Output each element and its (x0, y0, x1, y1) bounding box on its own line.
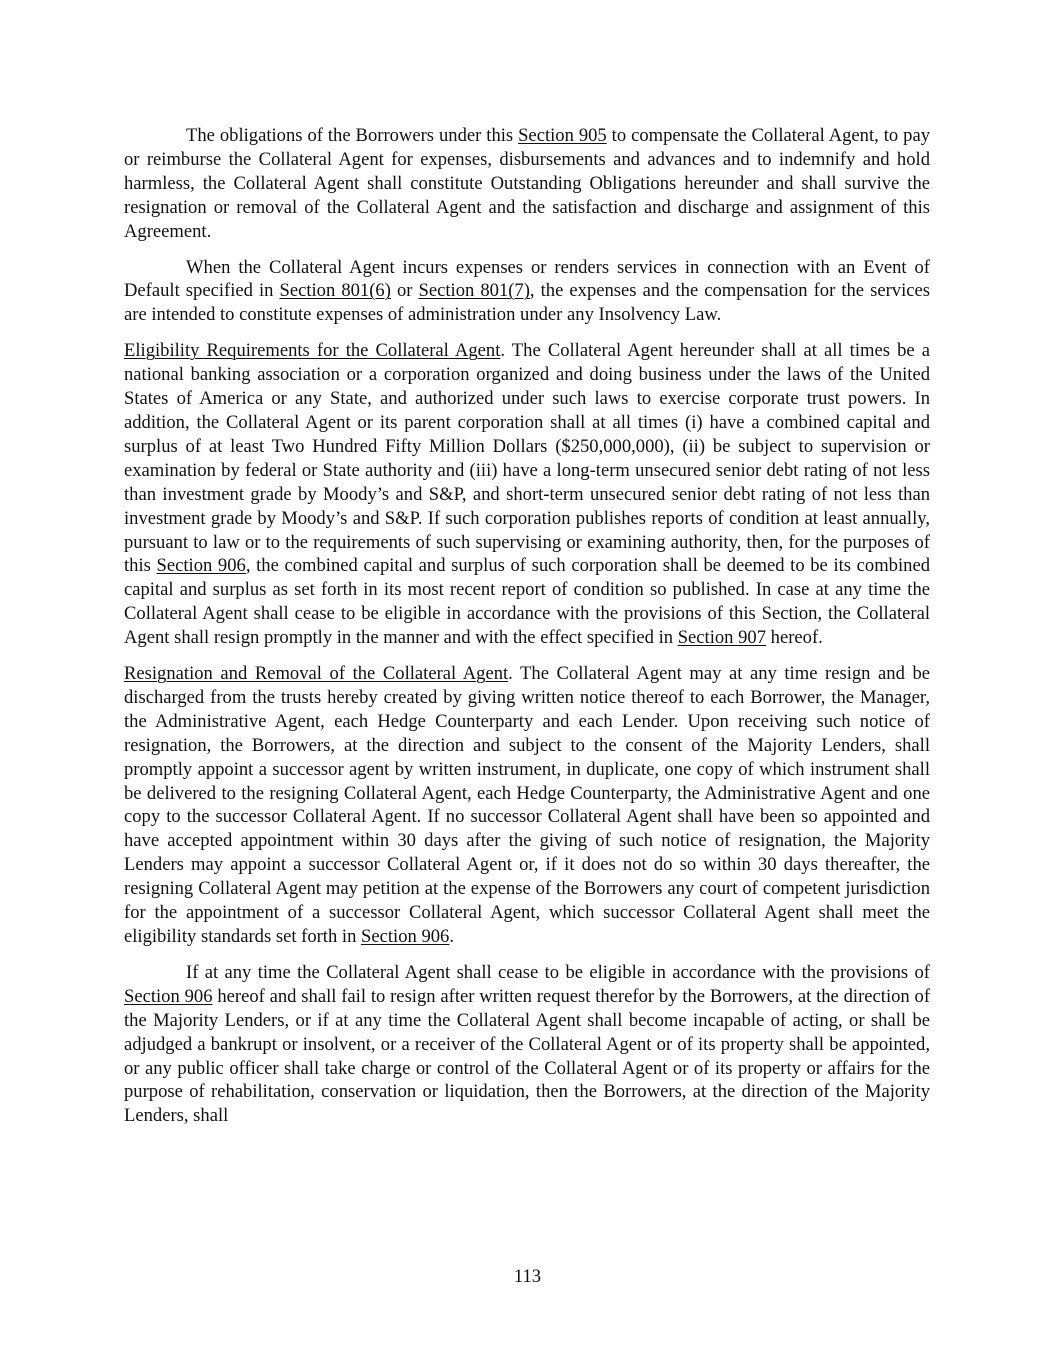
section-reference: Section 906 (156, 555, 246, 577)
paragraph-collateral-agent-obligations (124, 124, 930, 244)
section-reference: Section 905 (518, 125, 607, 146)
document-page (124, 124, 930, 1140)
paragraph-cease-to-be-eligible (124, 961, 930, 1128)
page-number: 113 (513, 1266, 542, 1287)
paragraph-eligibility-requirements (124, 339, 930, 650)
section-reference: Section 801(7) (418, 280, 530, 302)
section-reference: Section 907 (677, 627, 767, 649)
paragraph-text: . The Collateral Agent hereunder shall at all times be a national banking association or a corporation organized and doing business under the laws of the United States of America or any State, and authorized under such laws to exercise corporate trust powers. In addition, the Collateral Agent or its parent corporation shall at all times (i) have a combined capital and surplus of at least Two Hundred Fifty Million Dollars ($250,000,000), (ii) be subject to supervision or examination by federal or State authority and (iii) have a long-term unsecured senior debt rating of not less than investment grade by Moody’s and S&P, and short-term unsecured senior debt rating of not less than investment grade by Moody’s and S&P. If such corporation publishes reports of condition at least annually, pursuant to law or to the requirements of such supervising or examining authority, then, for the purposes of this (124, 340, 930, 577)
paragraph-text: , the combined capital and surplus of such corporation shall be deemed to be its combined capital and surplus as set forth in its most recent report of condition so published. In case at any time the Collateral Agent shall cease to be eligible in accordance with the provisions of this Section, the Collateral Agent shall resign promptly in the manner and with the effect specified in (124, 555, 930, 649)
paragraph-text: When the Collateral Agent incurs expenses or renders services in connection with an Event of Default specified in (124, 256, 930, 302)
paragraph-resignation-and-removal (124, 662, 930, 949)
paragraph-text: or (390, 280, 419, 302)
paragraph-text: hereof. (766, 627, 823, 649)
section-heading: Eligibility Requirements for the Collateral Agent (124, 340, 501, 362)
section-reference: Section 801(6) (279, 280, 391, 302)
section-reference: Section 906 (124, 985, 213, 1007)
paragraph-text: . (449, 926, 455, 947)
paragraph-text: If at any time the Collateral Agent shall cease to be eligible in accordance with the provisions of (186, 961, 930, 983)
paragraph-text: . The Collateral Agent may at any time resign and be discharged from the trusts hereby created by giving written notice thereof to each Borrower, the Manager, the Administrative Agent, each Hedge Counterparty and each Lender. Upon receiving such notice of resignation, the Borrowers, at the direction and subject to the consent of the Majority Lenders, shall promptly appoint a successor agent by written instrument, in duplicate, one copy of which instrument shall be delivered to the resigning Collateral Agent, each Hedge Counterparty, the Administrative Agent and one copy to the successor Collateral Agent. If no successor Collateral Agent shall have been so appointed and have accepted appointment within 30 days after the giving of such notice of resignation, the Majority Lenders may appoint a successor Collateral Agent or, if it does not do so within 30 days thereafter, the resigning Collateral Agent may petition at the expense of the Borrowers any court of competent jurisdiction for the appointment of a successor Collateral Agent, which successor Collateral Agent shall meet the eligibility standards set forth in (124, 663, 930, 947)
paragraph-event-of-default-expenses (124, 256, 930, 328)
paragraph-text: hereof and shall fail to resign after written request therefor by the Borrowers, at the direction of the Majority Lenders, or if at any time the Collateral Agent shall become incapable of acting, or shall be adjudged a bankrupt or insolvent, or a receiver of the Collateral Agent or of its property shall be appointed, or any public officer shall take charge or control of the Collateral Agent or of its property or affairs for the purpose of rehabilitation, conservation or liquidation, then the Borrowers, at the direction of the Majority Lenders, shall (124, 985, 931, 1127)
section-reference: Section 906 (361, 926, 450, 947)
paragraph-text: to compensate the Collateral Agent, to pay or reimburse the Collateral Agent for expenses, disbursements and advances and to indemnify and hold harmless, the Collateral Agent shall constitute Outstanding Obligations hereunder and shall survive the resignation or removal of the Collateral Agent and the satisfaction and discharge and assignment of this Agreement. (124, 125, 931, 242)
section-heading: Resignation and Removal of the Collateral Agent (124, 663, 509, 685)
paragraph-text: The obligations of the Borrowers under this (186, 125, 519, 146)
paragraph-text: , the expenses and the compensation for the services are intended to constitute expenses of administration under any Insolvency Law. (124, 280, 930, 326)
